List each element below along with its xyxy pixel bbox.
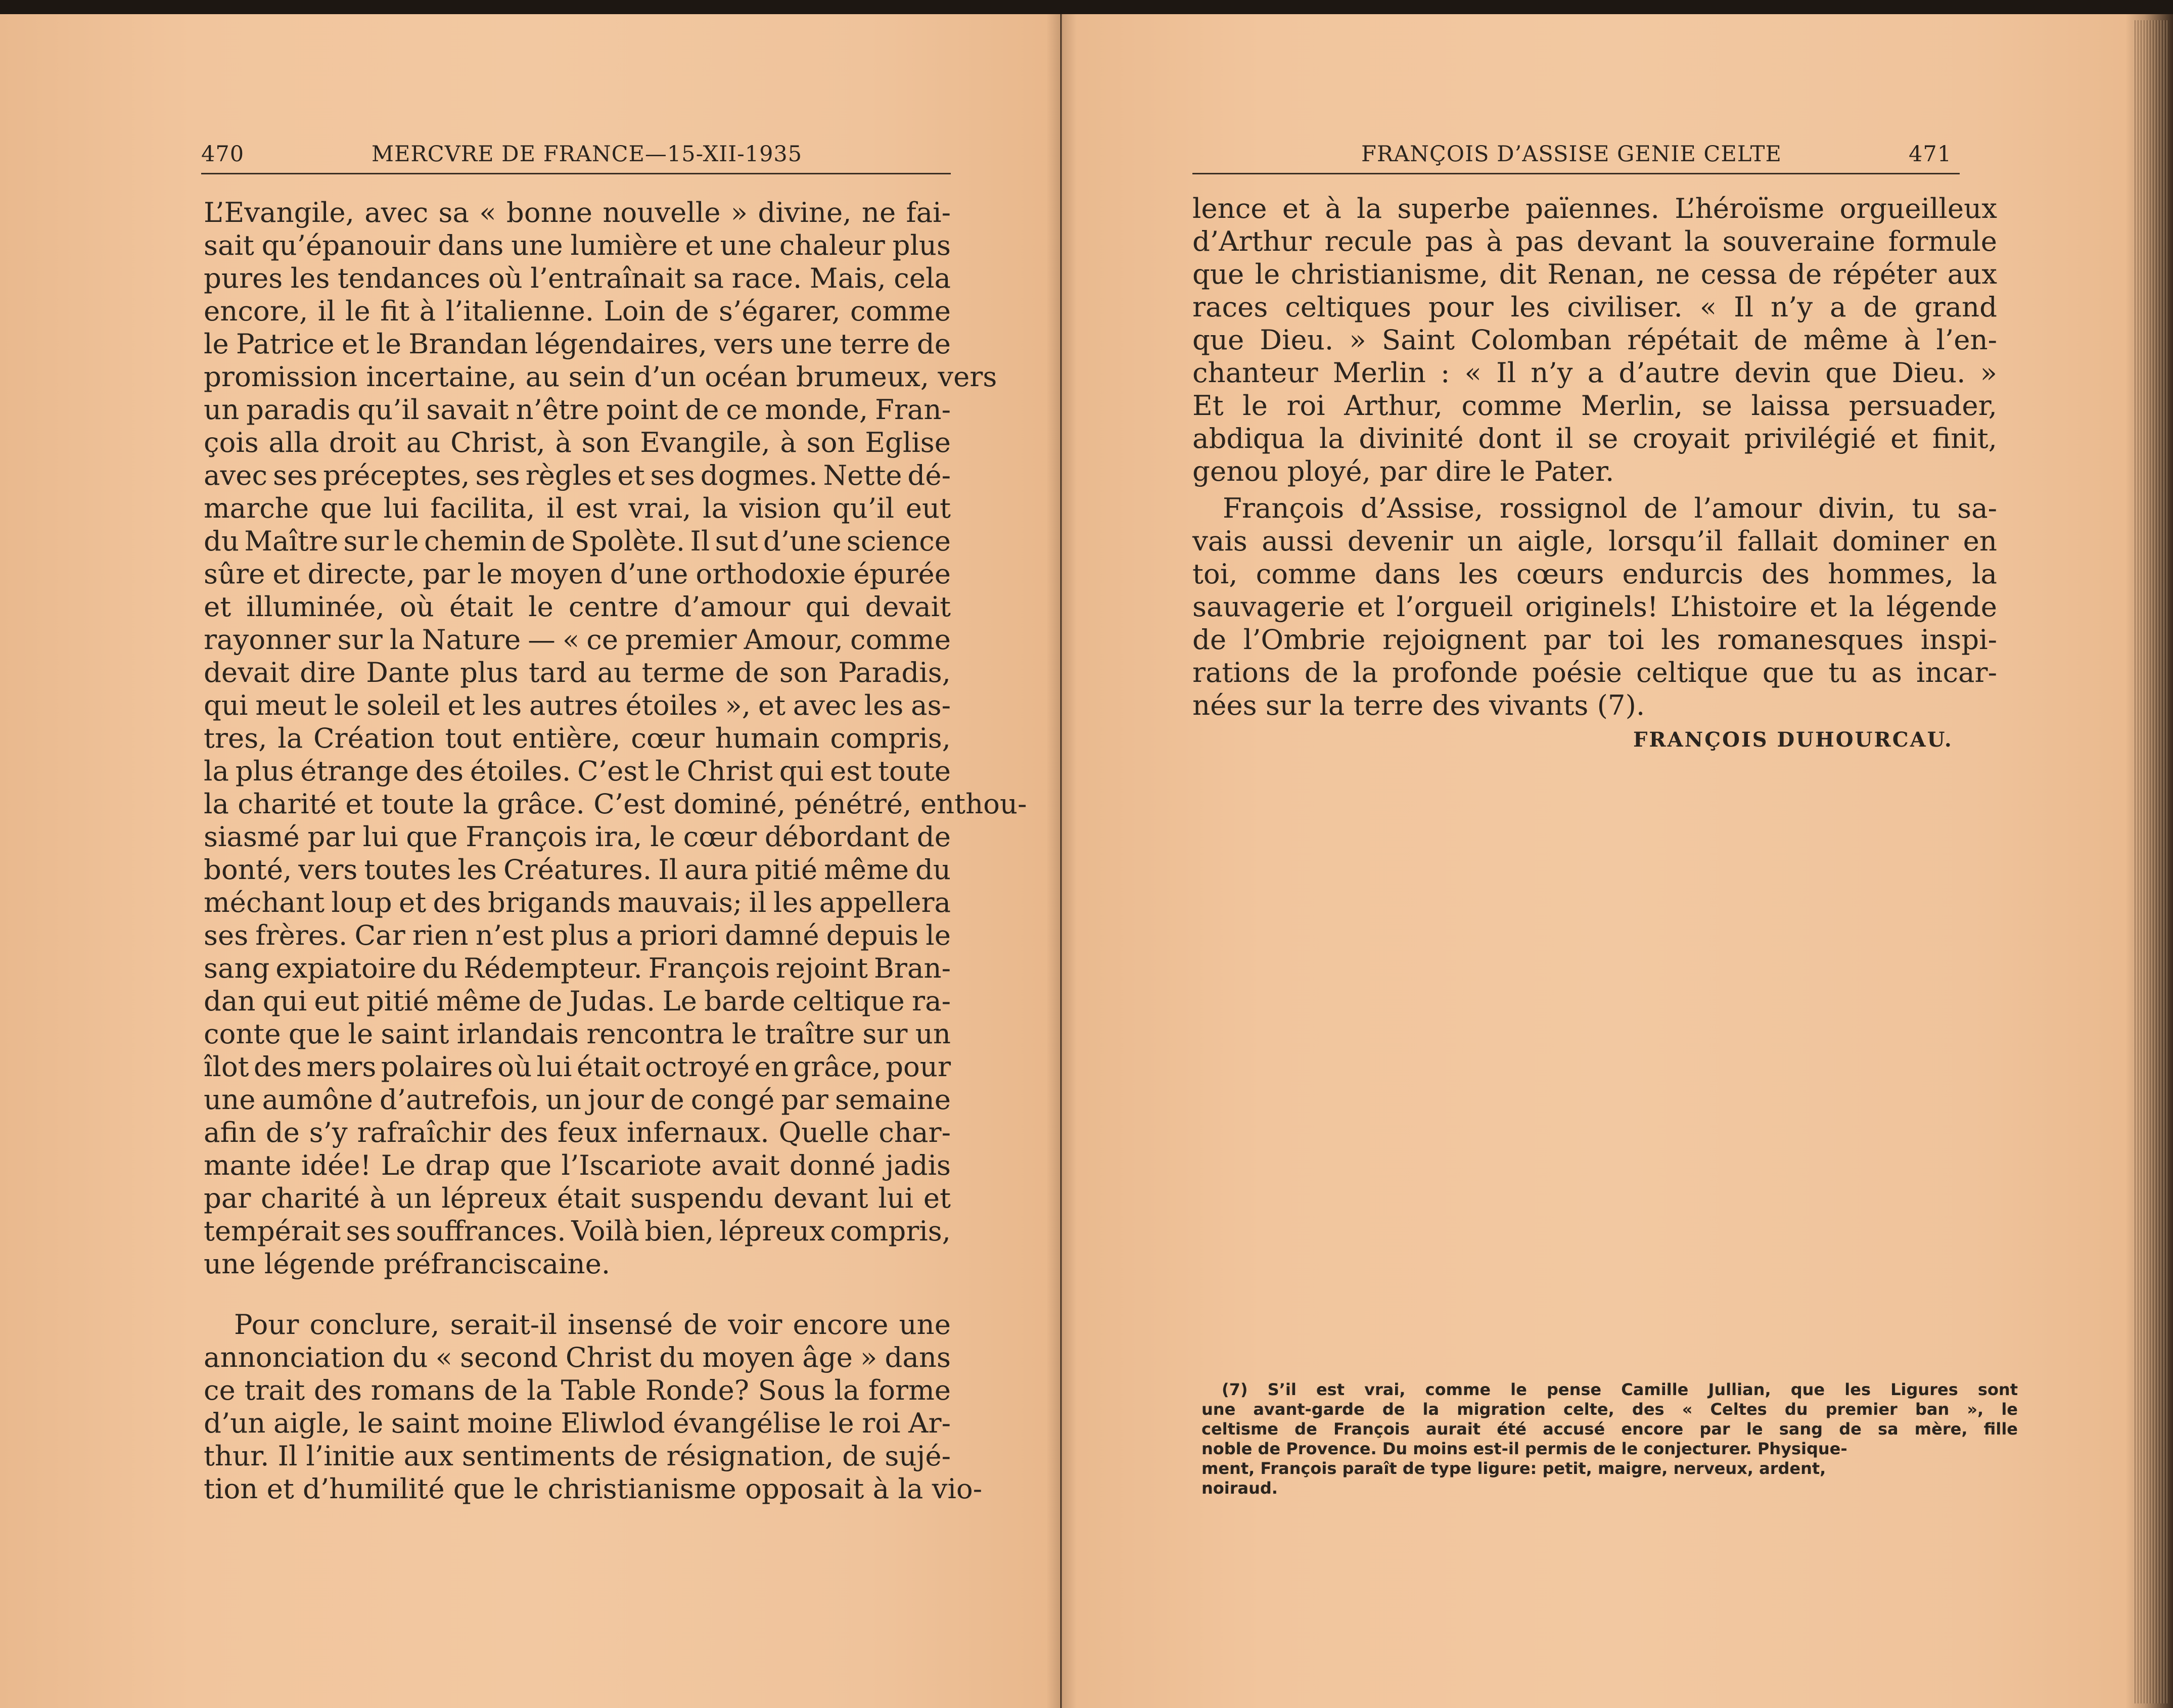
right-paragraph-2: [1192, 492, 1997, 722]
footnote: [1201, 1380, 2018, 1498]
text-line: avec ses préceptes, ses règles et ses dogmes. Nette dé-: [204, 459, 951, 491]
text-line: L’Evangile, avec sa « bonne nouvelle » divine, ne fai-: [204, 196, 951, 228]
text-line: le Patrice et le Brandan légendaires, vers une terre de: [204, 328, 951, 360]
text-line: promission incertaine, au sein d’un océan brumeux, vers: [204, 360, 997, 393]
footnote-line: ment, François paraît de type ligure: petit, maigre, nerveux, ardent,: [1201, 1459, 1826, 1478]
text-line: dan qui eut pitié même de Judas. Le barde celtique ra-: [204, 985, 951, 1017]
text-line: sait qu’épanouir dans une lumière et une chaleur plus: [204, 229, 951, 261]
text-line: et illuminée, où était le centre d’amour qui devait: [204, 590, 951, 623]
page-number-left: 470: [201, 142, 245, 167]
footnote-line: une avant-garde de la migration celte, des « Celtes du premier ban », le: [1201, 1400, 2018, 1419]
text-line: sauvagerie et l’orgueil originels! L’histoire et la légende: [1192, 590, 1997, 623]
text-line: du Maître sur le chemin de Spolète. Il sut d’une science: [204, 525, 951, 557]
text-line: tion et d’humilité que le christianisme opposait à la vio-: [204, 1472, 983, 1505]
left-page: [0, 14, 1060, 1708]
text-line: qui meut le soleil et les autres étoiles », et avec les as-: [204, 689, 951, 721]
signature: FRANÇOIS DUHOURCAU.: [1633, 728, 1953, 752]
text-line: d’Arthur recule pas à pas devant la souveraine formule: [1192, 225, 1997, 257]
footnote-line: noiraud.: [1201, 1479, 1278, 1498]
text-line: Pour conclure, serait-il insensé de voir encore une: [234, 1308, 951, 1341]
text-line: par charité à un lépreux était suspendu devant lui et: [204, 1182, 951, 1214]
header-rule-right: [1192, 173, 1960, 174]
text-line: bonté, vers toutes les Créatures. Il aura pitié même du: [204, 853, 951, 886]
footnote-line: (7) S’il est vrai, comme le pense Camille Jullian, que les Ligures sont: [1222, 1380, 2018, 1399]
text-line: sang expiatoire du Rédempteur. François rejoint Bran-: [204, 952, 951, 984]
text-line: conte que le saint irlandais rencontra le traître sur un: [204, 1018, 951, 1050]
text-line: mante idée! Le drap que l’Iscariote avait donné jadis: [204, 1149, 951, 1181]
text-line: ce trait des romans de la Table Ronde? Sous la forme: [204, 1374, 951, 1406]
text-line: d’un aigle, le saint moine Eliwlod évangélise le roi Ar-: [204, 1407, 951, 1439]
text-line: que le christianisme, dit Renan, ne cessa de répéter aux: [1192, 258, 1997, 290]
text-line: lence et à la superbe païennes. L’héroïsme orgueilleux: [1192, 192, 1997, 224]
left-paragraph-1: [204, 196, 1027, 1280]
text-line: rayonner sur la Nature — « ce premier Amour, comme: [204, 623, 951, 656]
text-line: siasmé par lui que François ira, le cœur débordant de: [204, 820, 951, 853]
text-line: un paradis qu’il savait n’être point de ce monde, Fran-: [204, 393, 951, 426]
text-line: de l’Ombrie rejoignent par toi les romanesques inspi-: [1192, 623, 1997, 656]
text-line: races celtiques pour les civiliser. « Il n’y a de grand: [1192, 291, 1997, 323]
right-paragraph-1: [1192, 192, 1997, 488]
left-paragraph-2: [204, 1308, 983, 1505]
text-line: une aumône d’autrefois, un jour de congé par semaine: [204, 1083, 951, 1116]
running-head-left: MERCVRE DE FRANCE—15-XII-1935: [372, 142, 803, 167]
text-line: nées sur la terre des vivants (7).: [1192, 689, 1645, 721]
right-page: [1061, 14, 2173, 1708]
text-line: îlot des mers polaires où lui était octroyé en grâce, pour: [204, 1050, 951, 1083]
text-line: sûre et directe, par le moyen d’une orthodoxie épurée: [204, 558, 951, 590]
book-page-edge-lines: [2133, 20, 2168, 1703]
text-line: çois alla droit au Christ, à son Evangile, à son Eglise: [204, 426, 951, 458]
header-rule-left: [201, 173, 951, 174]
text-line: vais aussi devenir un aigle, lorsqu’il fallait dominer en: [1192, 525, 1997, 557]
text-line: marche que lui facilita, il est vrai, la vision qu’il eut: [204, 492, 951, 524]
text-line: la plus étrange des étoiles. C’est le Christ qui est toute: [204, 755, 951, 787]
text-line: abdiqua la divinité dont il se croyait privilégié et finit,: [1192, 422, 1997, 454]
text-line: annonciation du « second Christ du moyen âge » dans: [204, 1341, 951, 1373]
text-line: la charité et toute la grâce. C’est dominé, pénétré, enthou-: [204, 788, 1027, 820]
text-line: thur. Il l’initie aux sentiments de résignation, de sujé-: [204, 1440, 951, 1472]
footnote-line: celtisme de François aurait été accusé encore par le sang de sa mère, fille: [1201, 1419, 2018, 1439]
text-line: toi, comme dans les cœurs endurcis des hommes, la: [1192, 558, 1997, 590]
text-line: François d’Assise, rossignol de l’amour divin, tu sa-: [1223, 492, 1997, 524]
text-line: devait dire Dante plus tard au terme de son Paradis,: [204, 656, 951, 688]
text-line: une légende préfranciscaine.: [204, 1248, 611, 1280]
text-line: ses frères. Car rien n’est plus a priori damné depuis le: [204, 919, 951, 951]
page-number-right: 471: [1909, 142, 1952, 167]
footnote-line: noble de Provence. Du moins est-il permis de le conjecturer. Physique-: [1201, 1439, 1847, 1458]
text-line: tres, la Création tout entière, cœur humain compris,: [204, 722, 951, 754]
text-line: afin de s’y rafraîchir des feux infernaux. Quelle char-: [204, 1116, 951, 1148]
text-line: chanteur Merlin : « Il n’y a d’autre devin que Dieu. »: [1192, 356, 1997, 389]
text-line: encore, il le fit à l’italienne. Loin de s’égarer, comme: [204, 295, 951, 327]
text-line: que Dieu. » Saint Colomban répétait de même à l’en-: [1192, 324, 1997, 356]
text-line: tempérait ses souffrances. Voilà bien, lépreux compris,: [204, 1215, 951, 1247]
running-head-right: FRANÇOIS D’ASSISE GENIE CELTE: [1361, 142, 1782, 167]
text-line: pures les tendances où l’entraînait sa race. Mais, cela: [204, 262, 951, 294]
text-line: genou ployé, par dire le Pater.: [1192, 455, 1614, 487]
text-line: rations de la profonde poésie celtique que tu as incar-: [1192, 656, 1997, 688]
text-line: Et le roi Arthur, comme Merlin, se laissa persuader,: [1192, 389, 1997, 422]
text-line: méchant loup et des brigands mauvais; il les appellera: [204, 886, 951, 918]
